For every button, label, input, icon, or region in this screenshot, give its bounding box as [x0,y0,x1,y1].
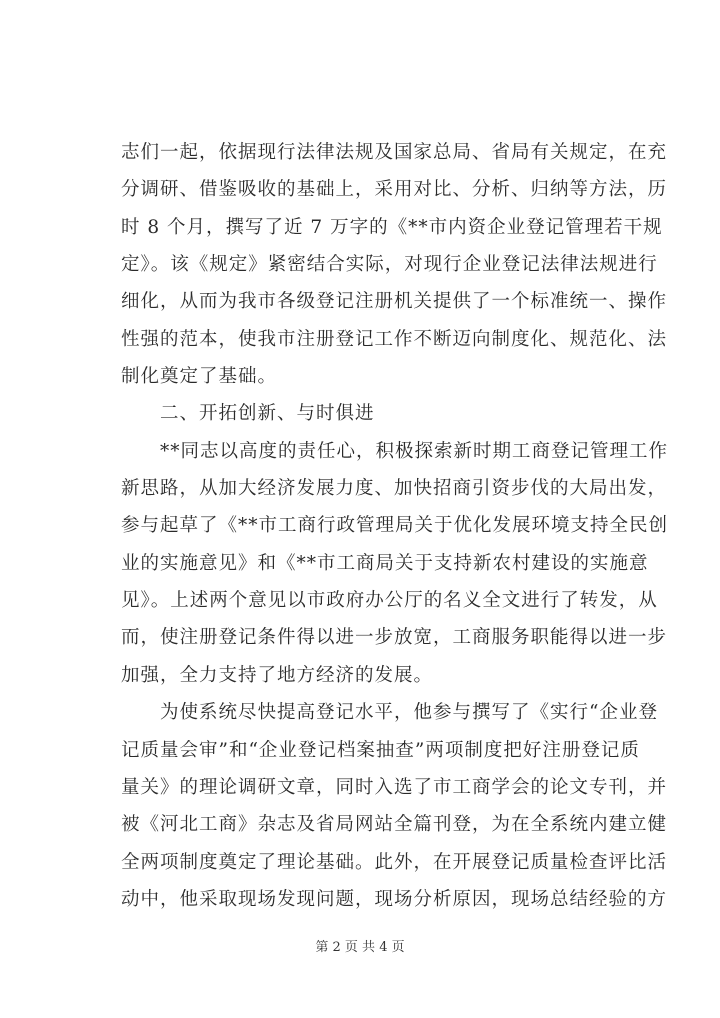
text-line: 而，使注册登记条件得以进一步放宽，工商服务职能得以进一步 [121,627,668,649]
text-line: 细化，从而为我市各级登记注册机关提供了一个标准统一、操作 [121,291,668,313]
text-line: 业的实施意见》和《**市工商局关于支持新农村建设的实施意 [121,552,649,574]
text-line: 被《河北工商》杂志及省局网站全篇刊登，为在全系统内建立健 [121,814,668,836]
text-line: 分调研、借鉴吸收的基础上，采用对比、分析、归纳等方法，历 [121,179,668,201]
text-line: 参与起草了《**市工商行政管理局关于优化发展环境支持全民创 [121,515,669,537]
text-line: 记质量会审”和“企业登记档案抽查”两项制度把好注册登记质 [121,739,640,761]
text-line: 制化奠定了基础。 [121,366,278,388]
text-line: 志们一起，依据现行法律法规及国家总局、省局有关规定，在充 [121,142,668,163]
text-line: **同志以高度的责任心，积极探索新时期工商登记管理工作 [121,440,669,462]
page-footer: 第 2 页 共 4 页 [315,940,405,955]
text-line: 时 8 个月，撰写了近 7 万字的《**市内资企业登记管理若干规 [121,216,663,238]
text-line: 二、开拓创新、与时俱进 [121,403,375,425]
text-line: 定》。该《规定》紧密结合实际，对现行企业登记法律法规进行 [121,254,658,276]
text-line: 加强，全力支持了地方经济的发展。 [121,664,434,686]
document-body [121,134,669,918]
text-line: 全两项制度奠定了理论基础。此外，在开展登记质量检查评比活 [121,851,668,873]
text-line: 为使系统尽快提高登记水平，他参与撰写了《实行“企业登 [121,702,658,724]
text-line: 新思路，从加大经济发展力度、加快招商引资步伐的大局出发， [121,478,668,500]
text-line: 量关》的理论调研文章，同时入选了市工商学会的论文专刊，并 [121,776,668,798]
text-line: 性强的范本，使我市注册登记工作不断迈向制度化、规范化、法 [121,328,668,350]
text-line: 动中，他采取现场发现问题，现场分析原因，现场总结经验的方 [121,888,668,910]
text-line: 见》。上述两个意见以市政府办公厅的名义全文进行了转发，从 [121,590,658,612]
